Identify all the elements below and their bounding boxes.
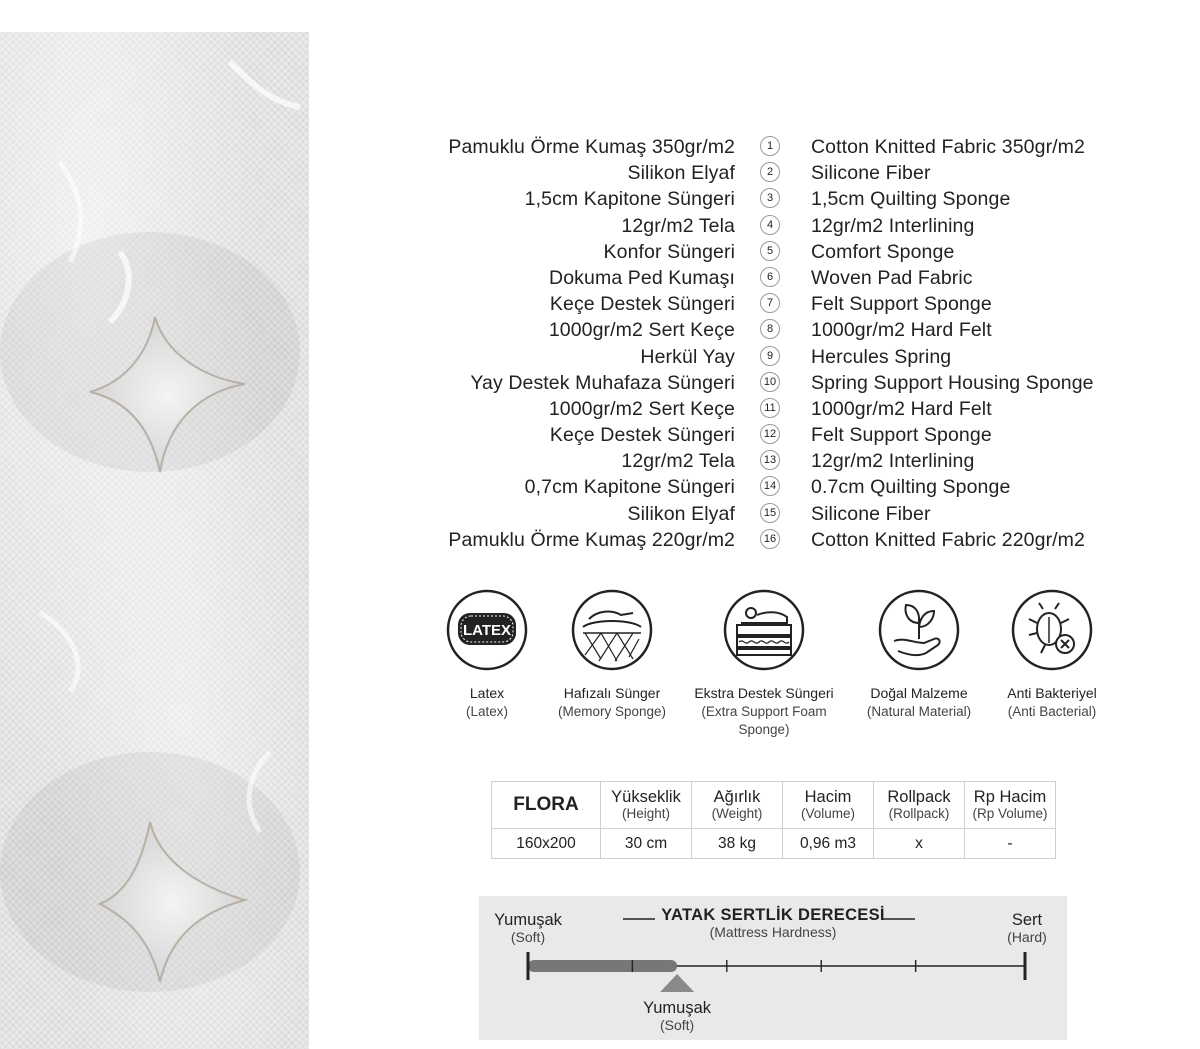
layer-number-badge: 11 xyxy=(760,398,780,418)
spec-value-cell: 38 kg xyxy=(692,829,783,859)
spec-header-label: Rp Hacim xyxy=(973,788,1047,806)
spec-header-sublabel: (Volume) xyxy=(800,806,856,821)
feature-subtitle: (Natural Material) xyxy=(866,704,972,719)
layer-number-badge: 9 xyxy=(760,346,780,366)
feature-title: Doğal Malzeme xyxy=(870,685,968,701)
spec-header-sublabel: (Height) xyxy=(621,806,670,821)
spec-header-cell xyxy=(692,782,783,829)
spec-header-sublabel: (Weight) xyxy=(711,806,763,821)
layer-name-en: Felt Support Sponge xyxy=(811,424,992,447)
hardness-level-marker xyxy=(660,974,694,992)
spec-header-cell xyxy=(783,782,874,829)
feature-anti-bacterial xyxy=(982,589,1122,721)
layer-number-badge: 12 xyxy=(760,424,780,444)
layer-name-en: Silicone Fiber xyxy=(811,502,931,525)
layer-row xyxy=(380,160,1160,186)
layer-name-tr: 0,7cm Kapitone Süngeri xyxy=(524,476,735,499)
layer-number-badge: 3 xyxy=(760,188,780,208)
hardness-right-sub: (Hard) xyxy=(1007,929,1047,945)
layer-name-en: Spring Support Housing Sponge xyxy=(811,371,1094,394)
hardness-level-label xyxy=(632,1000,722,1033)
layer-row xyxy=(380,370,1160,396)
latex-icon xyxy=(446,589,528,671)
layer-number-badge: 7 xyxy=(760,293,780,313)
layer-name-en: Comfort Sponge xyxy=(811,240,955,263)
spec-header-cell xyxy=(601,782,692,829)
hardness-level-sub: (Soft) xyxy=(659,1017,695,1033)
layer-name-en: Felt Support Sponge xyxy=(811,293,992,316)
feature-title: Ekstra Destek Süngeri xyxy=(694,685,834,701)
layer-name-tr: 12gr/m2 Tela xyxy=(621,450,735,473)
layer-number-badge: 2 xyxy=(760,162,780,182)
layer-name-en: 1,5cm Quilting Sponge xyxy=(811,188,1011,211)
layer-name-en: 12gr/m2 Interlining xyxy=(811,214,975,237)
layer-name-tr: 1000gr/m2 Sert Keçe xyxy=(548,397,735,420)
spec-header-sublabel: (Rollpack) xyxy=(888,806,950,821)
hardness-level-main: Yumuşak xyxy=(643,999,712,1017)
hardness-fill-bar xyxy=(528,960,677,972)
layer-name-tr: Pamuklu Örme Kumaş 220gr/m2 xyxy=(448,528,735,551)
spec-header-cell xyxy=(874,782,965,829)
layer-row xyxy=(380,474,1160,500)
layer-row xyxy=(380,527,1160,553)
extra-support-foam-icon xyxy=(723,589,805,671)
hardness-panel xyxy=(479,896,1067,1040)
layer-name-tr: Herkül Yay xyxy=(640,345,735,368)
hardness-title-sub: (Mattress Hardness) xyxy=(709,924,837,940)
spec-header-label: Rollpack xyxy=(887,788,951,806)
layer-name-en: 1000gr/m2 Hard Felt xyxy=(811,319,992,342)
anti-bacterial-icon xyxy=(1011,589,1093,671)
layer-name-en: Silicone Fiber xyxy=(811,162,931,185)
layer-number-badge: 15 xyxy=(760,503,780,523)
hardness-scale xyxy=(479,896,1067,1040)
layer-row xyxy=(380,501,1160,527)
feature-title: Anti Bakteriyel xyxy=(1007,685,1097,701)
layer-name-tr: 12gr/m2 Tela xyxy=(621,214,735,237)
layer-row xyxy=(380,344,1160,370)
layer-name-tr: Dokuma Ped Kumaşı xyxy=(549,266,735,289)
fabric-photo xyxy=(0,32,309,1049)
layer-row xyxy=(380,239,1160,265)
layer-number-badge: 13 xyxy=(760,450,780,470)
memory-sponge-icon xyxy=(571,589,653,671)
layer-row xyxy=(380,448,1160,474)
layer-number-badge: 5 xyxy=(760,241,780,261)
layer-number-badge: 4 xyxy=(760,215,780,235)
layer-name-en: 12gr/m2 Interlining xyxy=(811,450,975,473)
layer-number-badge: 8 xyxy=(760,319,780,339)
layer-name-en: 1000gr/m2 Hard Felt xyxy=(811,397,992,420)
layer-row xyxy=(380,265,1160,291)
spec-values-row xyxy=(492,829,1056,859)
feature-subtitle: (Extra Support Foam xyxy=(701,704,827,719)
layer-name-en: Cotton Knitted Fabric 220gr/m2 xyxy=(811,528,1085,551)
hardness-right-main: Sert xyxy=(1011,911,1043,929)
layer-row xyxy=(380,186,1160,212)
spec-header-row xyxy=(492,782,1056,829)
layer-name-en: 0.7cm Quilting Sponge xyxy=(811,476,1011,499)
layer-row xyxy=(380,134,1160,160)
layer-name-tr: Keçe Destek Süngeri xyxy=(549,424,735,447)
layer-name-tr: Konfor Süngeri xyxy=(603,240,735,263)
quilted-fabric-image xyxy=(0,32,309,1049)
spec-header-label: Hacim xyxy=(804,788,852,806)
layer-name-en: Cotton Knitted Fabric 350gr/m2 xyxy=(811,136,1085,158)
layer-name-tr: Pamuklu Örme Kumaş 350gr/m2 xyxy=(448,136,735,158)
hardness-left-sub: (Soft) xyxy=(510,929,546,945)
spec-table xyxy=(491,781,1056,859)
spec-value-cell: x xyxy=(874,829,965,859)
model-name: FLORA xyxy=(513,794,579,815)
layer-name-en: Woven Pad Fabric xyxy=(811,266,973,289)
layer-name-tr: 1,5cm Kapitone Süngeri xyxy=(524,188,735,211)
layer-list xyxy=(380,134,1160,553)
layer-row xyxy=(380,422,1160,448)
layer-number-badge: 1 xyxy=(760,136,780,156)
spec-header-label: Yükseklik xyxy=(611,788,681,806)
layer-name-tr: Yay Destek Muhafaza Süngeri xyxy=(470,371,735,394)
layer-number-badge: 10 xyxy=(760,372,780,392)
spec-value-cell: - xyxy=(965,829,1056,859)
layer-row xyxy=(380,213,1160,239)
layer-row xyxy=(380,317,1160,343)
hardness-left-main: Yumuşak xyxy=(494,911,562,929)
feature-natural-material xyxy=(849,589,989,721)
natural-material-icon xyxy=(878,589,960,671)
spec-value-cell: 30 cm xyxy=(601,829,692,859)
feature-title: Hafızalı Sünger xyxy=(563,685,661,701)
svg-text:LATEX: LATEX xyxy=(462,622,512,639)
feature-subtitle: (Anti Bacterial) xyxy=(1007,704,1097,719)
layer-name-tr: Keçe Destek Süngeri xyxy=(549,293,735,316)
layer-number-badge: 6 xyxy=(760,267,780,287)
feature-memory-sponge xyxy=(542,589,682,721)
layer-number-badge: 14 xyxy=(760,476,780,496)
spec-header-label: Ağırlık xyxy=(713,788,761,806)
layer-number-badge: 16 xyxy=(760,529,780,549)
layer-name-tr: 1000gr/m2 Sert Keçe xyxy=(548,319,735,342)
feature-subtitle: (Memory Sponge) xyxy=(557,704,667,719)
hardness-title-main: YATAK SERTLİK DERECESİ xyxy=(661,906,885,924)
layer-name-tr: Silikon Elyaf xyxy=(627,162,735,185)
feature-subtitle: (Latex) xyxy=(465,704,509,719)
layer-row xyxy=(380,396,1160,422)
feature-latex xyxy=(417,589,557,721)
layer-row xyxy=(380,291,1160,317)
layer-name-tr: Silikon Elyaf xyxy=(627,502,735,525)
feature-extra-support-foam xyxy=(694,589,834,739)
layer-name-en: Hercules Spring xyxy=(811,345,952,368)
size-cell: 160x200 xyxy=(492,829,601,859)
model-cell xyxy=(492,782,601,829)
spec-header-sublabel: (Rp Volume) xyxy=(972,806,1048,821)
spec-header-cell xyxy=(965,782,1056,829)
feature-title: Latex xyxy=(469,685,505,701)
feature-subtitle: Sponge) xyxy=(738,722,790,737)
spec-value-cell: 0,96 m3 xyxy=(783,829,874,859)
